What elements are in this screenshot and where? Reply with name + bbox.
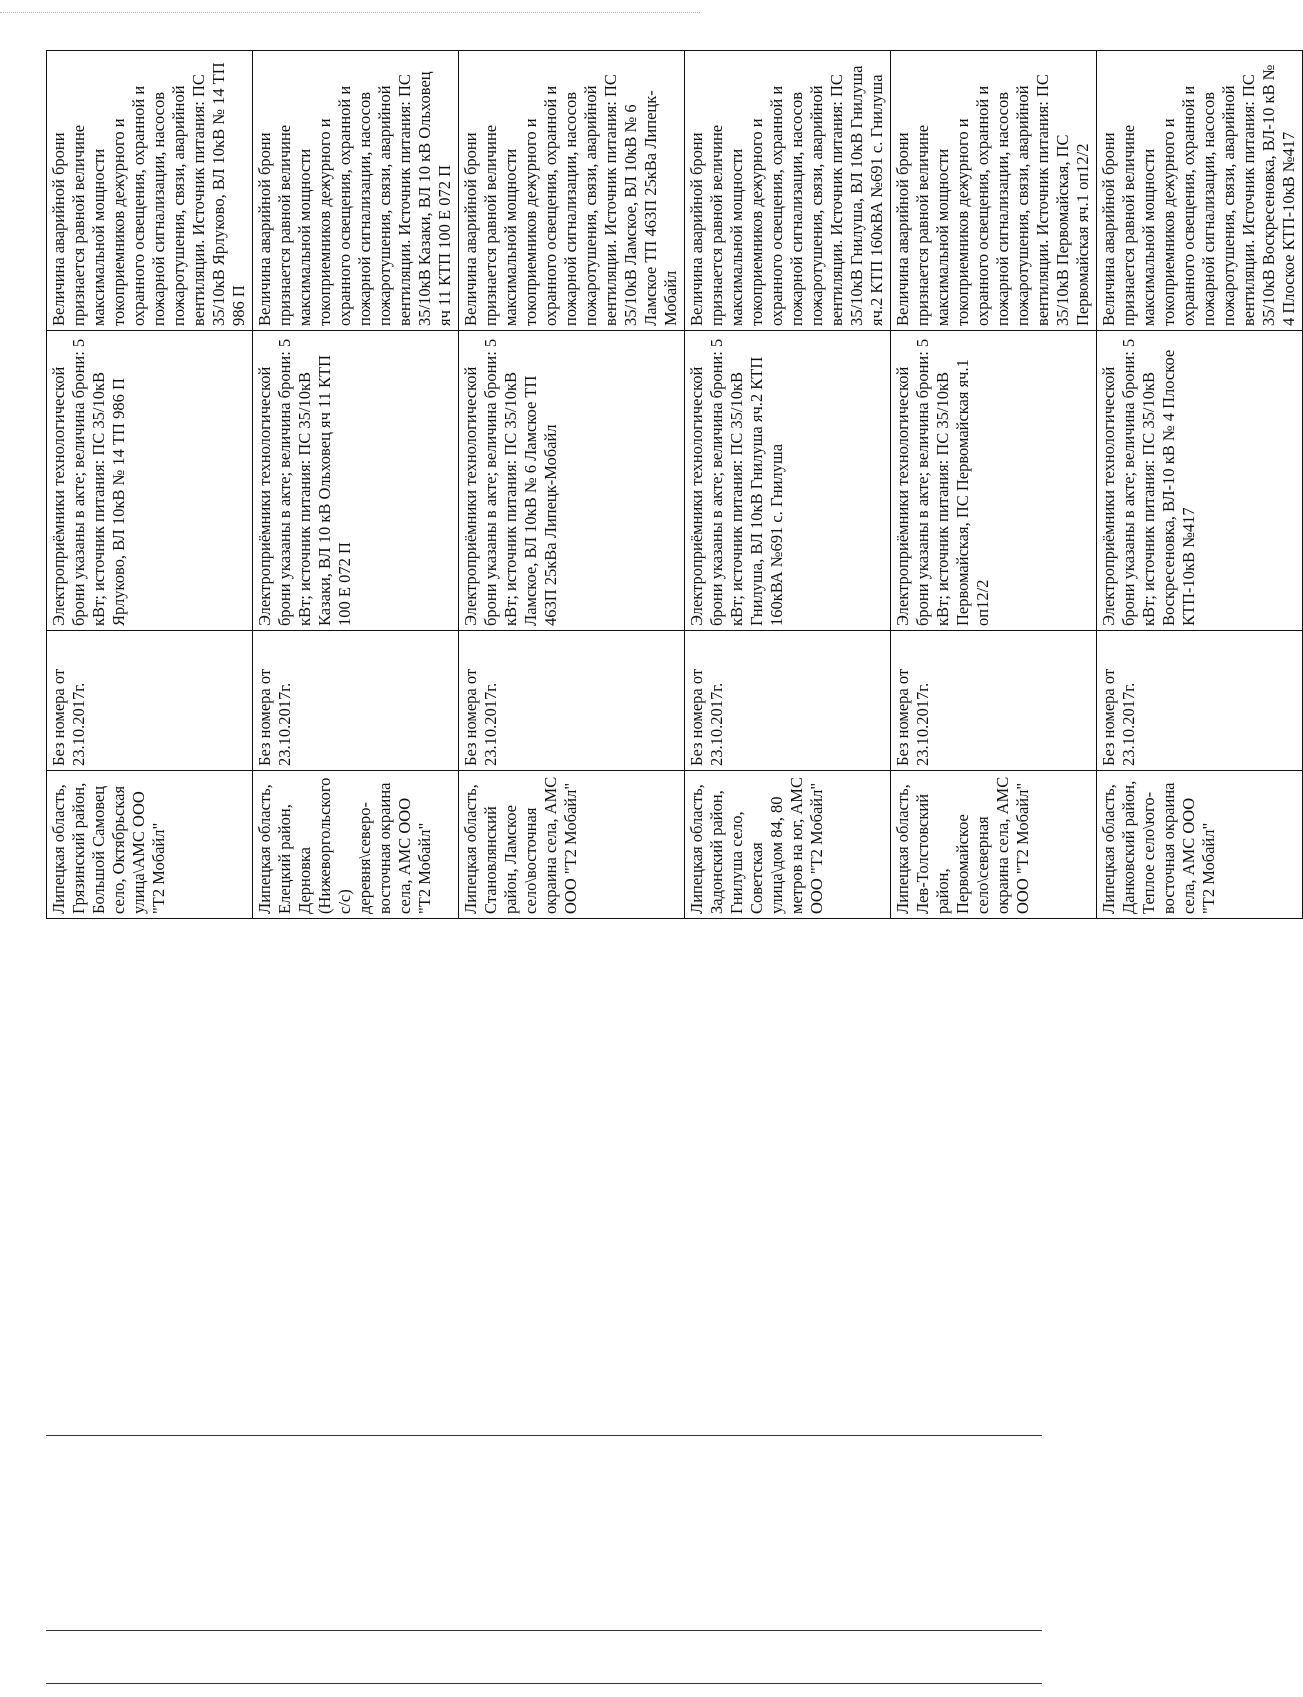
horizontal-rule [46, 1630, 1042, 1631]
table-row [47, 51, 253, 919]
rotated-table-area [46, 51, 1298, 919]
act-cell: Без номера от 23.10.2017г. [253, 631, 459, 771]
horizontal-rule [46, 1683, 1042, 1684]
tech-reserve-cell: Электроприёмники технологической брони указаны в акте; величина брони: 5 кВт; источник питания: ПС 35/10кВ Гнилуша, ВЛ 10кВ Гнилуша яч.2 КТП 160кВА №691 с. Гнилуша [685, 331, 891, 631]
act-cell: Без номера от 23.10.2017г. [47, 631, 253, 771]
tech-reserve-cell: Электроприёмники технологической брони указаны в акте; величина брони: 5 кВт; источник питания: ПС 35/10кВ Казаки, ВЛ 10 кВ Ольховец яч 11 КТП 100 Е 072 П [253, 331, 459, 631]
emergency-reserve-cell: Величина аварийной брони признается равной величине максимальной мощности токоприемников дежурного и охранного освещения, охранной и пожарной сигнализации, насосов пожаротушения, связи, аварийной вентиляции. Источник питания: ПС 35/10кВ Гнилуша, ВЛ 10кВ Гнилуша яч.2 КТП 160кВА №691 с. Гнилуша [685, 51, 891, 331]
horizontal-rule [46, 1435, 1042, 1436]
act-cell: Без номера от 23.10.2017г. [1097, 631, 1303, 771]
address-cell: Липецкая область, Елецкий район, Дерновка (Нижеворгольского с/с) деревня\северо-восточная окраина села, АМС ООО "Т2 Мобайл" [253, 771, 459, 919]
emergency-reserve-cell: Величина аварийной брони признается равной величине максимальной мощности токоприемников дежурного и охранного освещения, охранной и пожарной сигнализации, насосов пожаротушения, связи, аварийной вентиляции. Источник питания: ПС 35/10кВ Воскресеновка, ВЛ-10 кВ № 4 Плоское КТП-10кВ №417 [1097, 51, 1303, 331]
act-cell: Без номера от 23.10.2017г. [459, 631, 685, 771]
emergency-reserve-cell: Величина аварийной брони признается равной величине максимальной мощности токоприемников дежурного и охранного освещения, охранной и пожарной сигнализации, насосов пожаротушения, связи, аварийной вентиляции. Источник питания: ПС 35/10кВ Казаки, ВЛ 10 кВ Ольховец яч 11 КТП 100 Е 072 П [253, 51, 459, 331]
emergency-reserve-cell: Величина аварийной брони признается равной величине максимальной мощности токоприемников дежурного и охранного освещения, охранной и пожарной сигнализации, насосов пожаротушения, связи, аварийной вентиляции. Источник питания: ПС 35/10кВ Ламское, ВЛ 10кВ № 6 Ламское ТП 463П 25кВа Липецк-Мобайл [459, 51, 685, 331]
scan-edge-dots [0, 12, 700, 13]
tech-reserve-cell: Электроприёмники технологической брони указаны в акте; величина брони: 5 кВт; источник питания: ПС 35/10кВ Ярлуково, ВЛ 10кВ № 14 ТП 986 П [47, 331, 253, 631]
emergency-reserve-cell: Величина аварийной брони признается равной величине максимальной мощности токоприемников дежурного и охранного освещения, охранной и пожарной сигнализации, насосов пожаротушения, связи, аварийной вентиляции. Источник питания: ПС 35/10кВ Первомайская, ПС Первомайская яч.1 оп12/2 [891, 51, 1097, 331]
act-cell: Без номера от 23.10.2017г. [891, 631, 1097, 771]
tech-reserve-cell: Электроприёмники технологической брони указаны в акте; величина брони: 5 кВт; источник питания: ПС 35/10кВ Воскресеновка, ВЛ-10 кВ № 4 Плоское КТП-10кВ №417 [1097, 331, 1303, 631]
table-row [891, 51, 1097, 919]
table-row [459, 51, 685, 919]
emergency-reserve-cell: Величина аварийной брони признается равной величине максимальной мощности токоприемников дежурного и охранного освещения, охранной и пожарной сигнализации, насосов пожаротушения, связи, аварийной вентиляции. Источник питания: ПС 35/10кВ Ярлуково, ВЛ 10кВ № 14 ТП 986 П [47, 51, 253, 331]
address-cell: Липецкая область, Лев-Толстовский район, Первомайское село\северная окраина села, АМС ООО "Т2 Мобайл" [891, 771, 1097, 919]
address-cell: Липецкая область, Данковский район, Теплое село\юго-восточная окраина села, АМС ООО "Т2 Мобайл" [1097, 771, 1303, 919]
act-cell: Без номера от 23.10.2017г. [685, 631, 891, 771]
table-row [253, 51, 459, 919]
address-cell: Липецкая область, Задонский район, Гнилуша село, Советская улица\дом 84, 80 метров на юг, АМС ООО "Т2 Мобайл" [685, 771, 891, 919]
table-row [1097, 51, 1303, 919]
tech-reserve-cell: Электроприёмники технологической брони указаны в акте; величина брони: 5 кВт; источник питания: ПС 35/10кВ Первомайская, ПС Первомайская яч.1 оп12/2 [891, 331, 1097, 631]
rotated-content [46, 51, 1298, 919]
tech-reserve-cell: Электроприёмники технологической брони указаны в акте; величина брони: 5 кВт; источник питания: ПС 35/10кВ Ламское, ВЛ 10кВ № 6 Ламское ТП 463П 25кВа Липецк-Мобайл [459, 331, 685, 631]
address-cell: Липецкая область, Грязинский район, Большой Самовец село, Октябрьская улица\АМС ООО "Т2 Мобайл" [47, 771, 253, 919]
address-cell: Липецкая область, Становлянский район, Ламское село\восточная окраина села, АМС ООО "Т2 Мобайл" [459, 771, 685, 919]
table-row [685, 51, 891, 919]
reservation-table [46, 50, 1303, 919]
